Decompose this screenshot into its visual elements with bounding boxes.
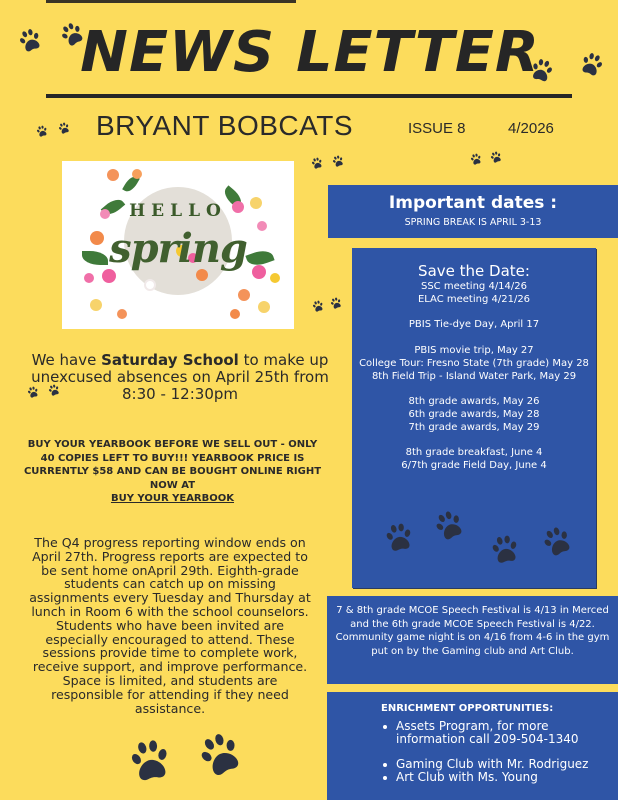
- enrichment-item: Art Club with Ms. Young: [381, 771, 618, 784]
- paw-print-icon: [488, 149, 503, 164]
- event-item: College Tour: Fresno State (7th grade) May 28: [359, 357, 589, 369]
- buy-yearbook-link[interactable]: BUY YOUR YEARBOOK: [110, 493, 235, 504]
- event-item: 8th grade breakfast, June 4: [405, 447, 543, 459]
- paw-print-icon: [35, 124, 50, 139]
- paw-print-icon: [537, 521, 577, 561]
- enrichment-item: Gaming Club with Mr. Rodriguez: [381, 758, 618, 771]
- paw-print-icon: [488, 532, 523, 567]
- save-the-date-list: [352, 281, 596, 473]
- saturday-school-notice: [30, 352, 330, 403]
- paw-print-icon: [310, 156, 325, 171]
- yearbook-text: BUY YOUR YEARBOOK BEFORE WE SELL OUT - ONLY 40 COPIES LEFT TO BUY!!! YEARBOOK PRICE IS CURRENTLY $58 AND CAN BE BOUGHT ONLINE RIGHT NOW AT: [23, 439, 322, 491]
- yearbook-notice: [20, 438, 325, 506]
- paw-print-icon: [56, 120, 71, 135]
- paw-print-icon: [429, 505, 469, 545]
- enrichment-box: [327, 692, 618, 800]
- paw-print-icon: [311, 299, 326, 314]
- event-item: 8th grade awards, May 26: [408, 396, 540, 408]
- flower-decoration: [90, 299, 102, 311]
- spring-text: spring: [109, 225, 247, 272]
- enrichment-item: Assets Program, for more information call 209-504-1340: [381, 720, 618, 746]
- speech-festival-box: [327, 596, 618, 684]
- paw-print-icon: [328, 295, 343, 310]
- event-item: PBIS Tie-dye Day, April 17: [408, 319, 540, 331]
- event-item: 7th grade awards, May 29: [408, 421, 540, 433]
- hello-text: HELLO: [129, 201, 227, 221]
- speech-festival-text: 7 & 8th grade MCOE Speech Festival is 4/13 in Merced and the 6th grade MCOE Speech Festival is 4/22. Community game night is on 4/16 from 4-6 in the gym put on by the Gaming club and Art Club.: [335, 605, 610, 657]
- flower-decoration: [238, 289, 250, 301]
- issue-date: 4/2026: [508, 120, 554, 137]
- flower-decoration: [84, 273, 94, 283]
- save-the-date-title: Save the Date:: [418, 262, 530, 280]
- paw-print-icon: [330, 153, 345, 168]
- saturday-school-highlight: Saturday School: [101, 351, 239, 369]
- flower-decoration: [230, 309, 240, 319]
- enrichment-list: [327, 720, 618, 784]
- spring-break-note: SPRING BREAK IS APRIL 3-13: [404, 217, 542, 228]
- title-divider: [46, 94, 572, 98]
- important-dates-title: Important dates :: [388, 193, 558, 213]
- flower-decoration: [107, 169, 119, 181]
- saturday-prefix: We have: [31, 351, 102, 369]
- event-item: SSC meeting 4/14/26: [420, 281, 527, 292]
- hello-spring-image: [62, 161, 294, 329]
- paw-print-icon: [577, 49, 608, 80]
- paw-print-icon: [382, 520, 417, 555]
- event-item: 6/7th grade Field Day, June 4: [401, 460, 547, 472]
- event-item: 8th Field Trip - Island Water Park, May 29: [371, 370, 577, 382]
- top-strip: [46, 0, 296, 3]
- school-name: BRYANT BOBCATS: [96, 110, 353, 141]
- event-item: PBIS movie trip, May 27: [414, 344, 534, 356]
- flower-decoration: [270, 273, 280, 283]
- enrichment-title: ENRICHMENT OPPORTUNITIES:: [381, 703, 554, 714]
- paw-print-icon: [15, 25, 46, 56]
- flower-decoration: [144, 279, 156, 291]
- paw-print-icon: [191, 725, 249, 783]
- progress-report-notice: The Q4 progress reporting window ends on April 27th. Progress reports are expected to be sent home onApril 29th. Eighth-grade students can catch up on missing assignments every Tuesday and Thursday at lunch in Room 6 with the school counselors. Students who have been invited are especially encouraged to attend. These sessions provide time to complete work, receive support, and improve performance. Space is limited, and students are responsible for attending if they need assistance.: [29, 535, 311, 716]
- flower-decoration: [132, 169, 142, 179]
- event-item: ELAC meeting 4/21/26: [417, 293, 531, 305]
- flower-decoration: [258, 301, 270, 313]
- paw-print-icon: [469, 152, 484, 167]
- flower-decoration: [117, 309, 127, 319]
- issue-number: ISSUE 8: [408, 120, 466, 137]
- paw-print-icon: [125, 735, 176, 786]
- event-item: 6th grade awards, May 28: [408, 408, 540, 420]
- save-the-date-box: [352, 248, 596, 588]
- saturday-suffix: to make up unexcused absences on April 25th from 8:30 - 12:30pm: [31, 351, 329, 403]
- important-dates-box: [328, 185, 618, 238]
- newsletter-title: NEWS LETTER: [80, 20, 540, 85]
